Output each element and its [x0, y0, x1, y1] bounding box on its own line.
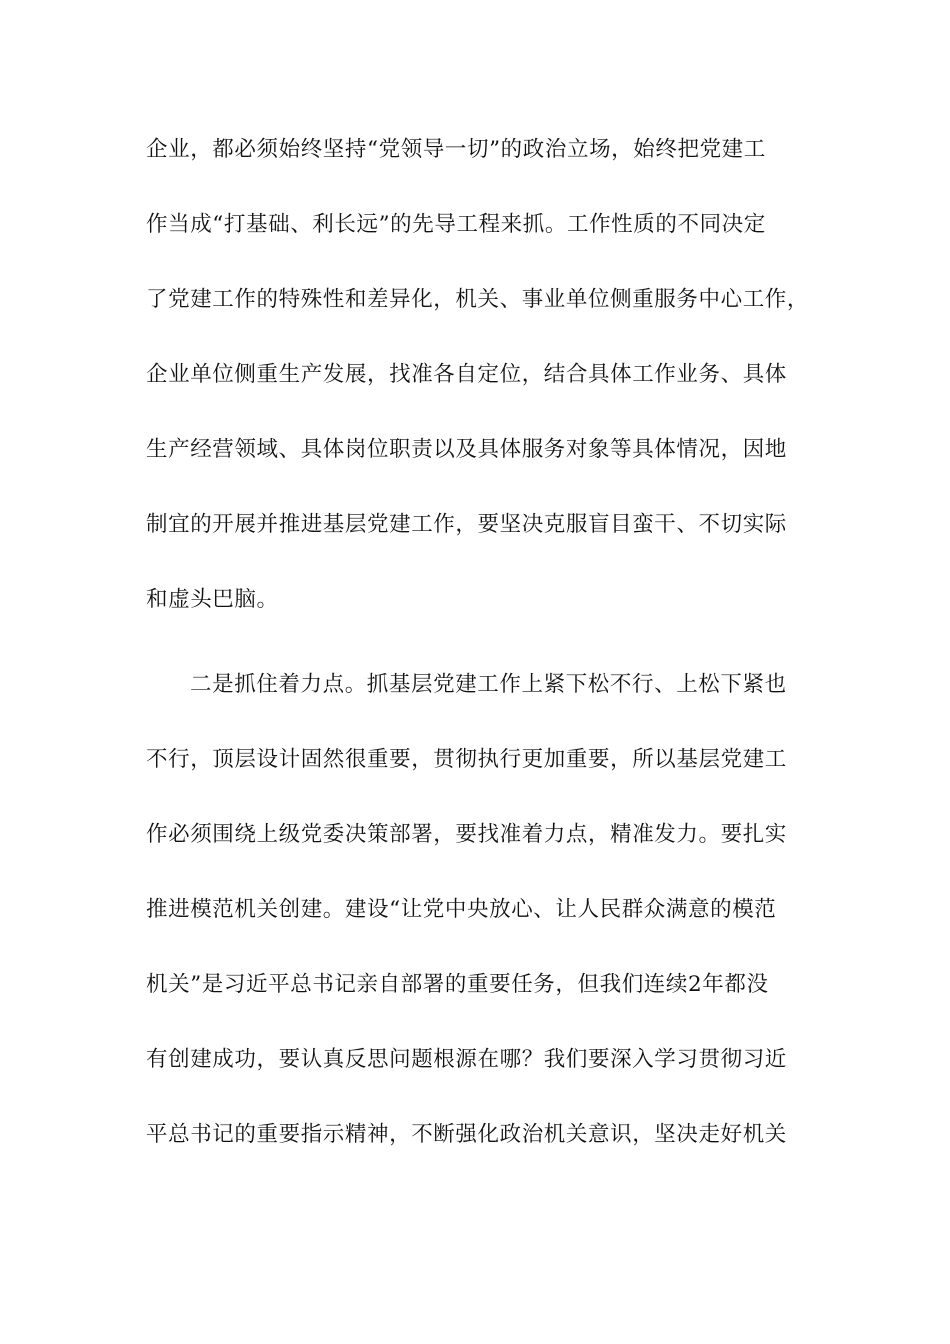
text-line: 推进模范机关创建。建设“让党中央放心、让人民群众满意的模范: [146, 897, 777, 922]
text-line: 机关”是习近平总书记亲自部署的重要任务，但我们连续2年都没: [146, 972, 769, 997]
text-line: 有创建成功，要认真反思问题根源在哪？我们要深入学习贯彻习近: [146, 1047, 787, 1072]
text-line: 作当成“打基础、利长远”的先导工程来抓。工作性质的不同决定: [146, 212, 766, 237]
text-line: 生产经营领域、具体岗位职责以及具体服务对象等具体情况，因地: [146, 437, 787, 462]
text-line: 和虚头巴脑。: [146, 587, 279, 612]
text-line: 不行，顶层设计固然很重要，贯彻执行更加重要，所以基层党建工: [146, 747, 787, 772]
text-line: 企业单位侧重生产发展，找准各自定位，结合具体工作业务、具体: [146, 362, 787, 387]
text-line: 制宜的开展并推进基层党建工作，要坚决克服盲目蛮干、不切实际: [146, 512, 787, 537]
text-line: 平总书记的重要指示精神，不断强化政治机关意识，坚决走好机关: [146, 1122, 787, 1147]
text-line: 了党建工作的特殊性和差异化，机关、事业单位侧重服务中心工作，: [146, 287, 810, 312]
paragraph-first-line: 二是抓住着力点。抓基层党建工作上紧下松不行、上松下紧也: [190, 672, 787, 697]
text-line: 作必须围绕上级党委决策部署，要找准着力点，精准发力。要扎实: [146, 822, 787, 847]
text-line: 企业，都必须始终坚持“党领导一切”的政治立场，始终把党建工: [146, 137, 766, 162]
